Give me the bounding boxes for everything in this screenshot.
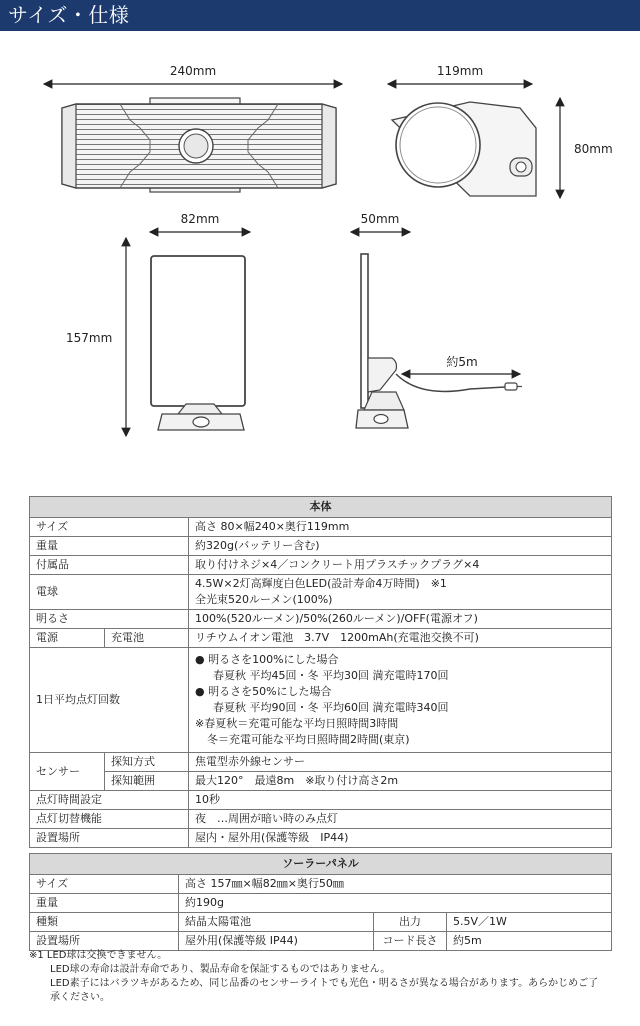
left-end-cap [62,104,76,188]
power-value: リチウムイオン電池 3.7V 1200mAh(充電池交換不可) [189,629,612,648]
main-spec-table [29,496,612,848]
panel-spec-table [29,853,612,951]
main-unit-side-view [388,64,613,198]
table-row [30,629,612,648]
main-unit-front-view [44,64,342,192]
brightness-label: 明るさ [30,610,189,629]
panel-size-value: 高さ 157㎜×幅82㎜×奥行50㎜ [179,875,612,894]
solar-panel-front-view [66,212,250,436]
table-row [30,894,612,913]
main-depth-label: 119mm [436,64,484,78]
dimension-drawings [0,31,640,471]
panel-edge [361,254,368,408]
table-row [30,829,612,848]
light-time-label: 点灯時間設定 [30,791,189,810]
table-row [30,932,612,951]
daily-count-line-5: ※春夏秋＝充電可能な平均日照時間3時間 [195,717,399,730]
main-width-label: 240mm [169,64,217,78]
table-row [30,772,612,791]
location-label: 設置場所 [30,829,189,848]
weight-value: 約320g(バッテリー含む) [189,537,612,556]
solar-panel-side-view [351,212,522,428]
bulb-value [189,575,612,610]
panel-side-neck [364,392,404,410]
panel-weight-label: 重量 [30,894,179,913]
table-row [30,854,612,875]
note-line-1: ※1 LED球は交換できません。 [29,950,168,961]
side-sensor-lens [516,162,526,172]
table-row [30,875,612,894]
panel-location-label: 設置場所 [30,932,179,951]
accessories-value: 取り付けネジ×4／コンクリート用プラスチックプラグ×4 [189,556,612,575]
page-title: サイズ・仕様 [0,0,640,31]
footnotes [29,949,612,1005]
power-cord [396,374,505,391]
table-row [30,810,612,829]
bulb-label: 電球 [30,575,189,610]
panel-location-value: 屋外用(保護等級 IP44) [179,932,374,951]
table-row [30,518,612,537]
table-row [30,791,612,810]
location-value: 屋内・屋外用(保護等級 IP44) [189,829,612,848]
panel-weight-value: 約190g [179,894,612,913]
daily-count-value [189,648,612,753]
main-spec-title: 本体 [30,497,612,518]
side-body-circle [396,103,480,187]
sensor-range-value: 最大120° 最遠8m ※取り付け高さ2m [189,772,612,791]
panel-cord-label: コード長さ [374,932,447,951]
panel-depth-label: 50mm [360,212,400,226]
daily-count-label: 1日平均点灯回数 [30,648,189,753]
panel-spec-title: ソーラーパネル [30,854,612,875]
table-row [30,753,612,772]
daily-count-line-6: 冬＝充電可能な平均日照時間2時間(東京) [207,733,410,746]
panel-height-label: 157mm [66,331,113,345]
panel-output-value: 5.5V／1W [447,913,612,932]
sensor-label: センサー [30,753,105,791]
daily-count-line-4: 春夏秋 平均90回・冬 平均60回 満充電時340回 [213,701,449,714]
panel-width-label: 82mm [180,212,220,226]
table-row [30,575,612,610]
table-row [30,610,612,629]
table-row [30,913,612,932]
size-value: 高さ 80×幅240×奥行119mm [189,518,612,537]
panel-cord-value: 約5m [447,932,612,951]
panel-type-value: 結晶太陽電池 [179,913,374,932]
panel-size-label: サイズ [30,875,179,894]
panel-stand-screw [193,417,209,427]
note-line-3: LED素子にはバラツキがあるため、同じ品番のセンサーライトでも光色・明るさが異なる場合があります。あらかじめご了 [50,978,599,989]
note-line-4: 承ください。 [50,992,110,1003]
power-sub-label: 充電池 [105,629,189,648]
size-label: サイズ [30,518,189,537]
cord-plug [505,383,517,390]
power-label: 電源 [30,629,105,648]
light-time-value: 10秒 [189,791,612,810]
right-end-cap [322,104,336,188]
panel-type-label: 種類 [30,913,179,932]
bulb-line-2: 全光束520ルーメン(100%) [195,593,333,606]
daily-count-line-3: ● 明るさを50%にした場合 [195,685,332,698]
cord-length-label: 約5m [446,355,478,369]
table-row [30,648,612,753]
bulb-line-1: 4.5W×2灯高輝度白色LED(設計寿命4万時間) ※1 [195,577,447,590]
sensor-range-label: 探知範囲 [105,772,189,791]
switching-label: 点灯切替機能 [30,810,189,829]
table-row [30,556,612,575]
panel-side-screw [374,415,388,424]
accessories-label: 付属品 [30,556,189,575]
table-row [30,497,612,518]
sensor-lens-inner [184,134,208,158]
daily-count-line-2: 春夏秋 平均45回・冬 平均30回 満充電時170回 [213,669,449,682]
panel-side-bracket [368,358,397,392]
note-line-2: LED球の寿命は設計寿命であり、製品寿命を保証するものではありません。 [50,964,391,975]
sensor-method-label: 探知方式 [105,753,189,772]
brightness-value: 100%(520ルーメン)/50%(260ルーメン)/OFF(電源オフ) [189,610,612,629]
main-height-label: 80mm [574,142,613,156]
weight-label: 重量 [30,537,189,556]
switching-value: 夜 …周囲が暗い時のみ点灯 [189,810,612,829]
sensor-method-value: 焦電型赤外線センサー [189,753,612,772]
daily-count-line-1: ● 明るさを100%にした場合 [195,653,339,666]
panel-output-label: 出力 [374,913,447,932]
panel-stand-neck [178,404,222,414]
panel-face [151,256,245,406]
table-row [30,537,612,556]
